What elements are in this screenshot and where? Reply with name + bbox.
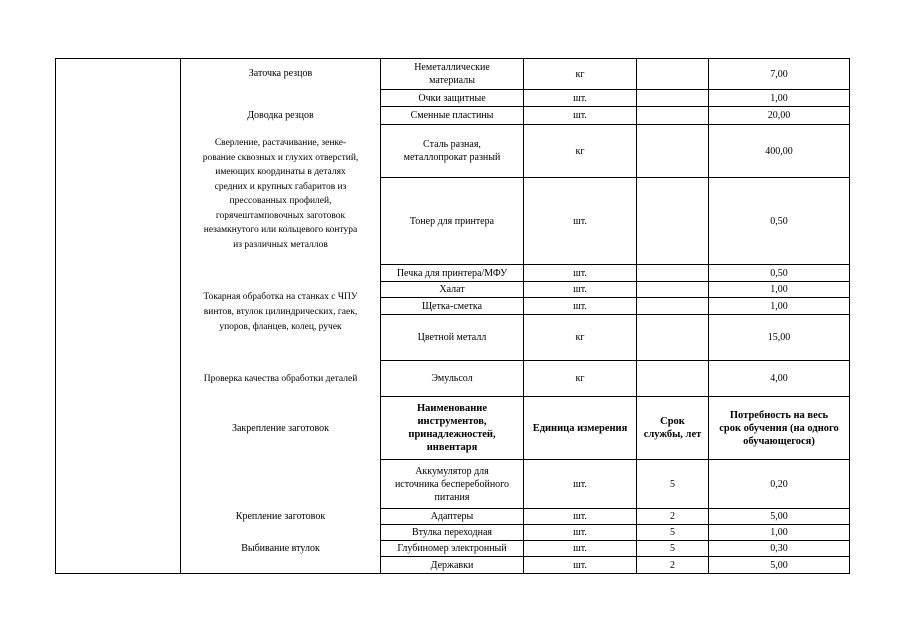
- item-life: 5: [670, 543, 675, 554]
- header-unit: Единица измерения: [532, 422, 628, 434]
- item-unit: шт.: [573, 284, 587, 295]
- item-need: 0,30: [770, 543, 788, 554]
- table-border-bottom: [55, 573, 850, 574]
- item-unit: кг: [575, 68, 585, 80]
- item-name: Адаптеры: [430, 511, 474, 522]
- item-life: [637, 361, 708, 396]
- item-name: Сталь разная, металлопрокат разный: [403, 139, 501, 163]
- table-border-left: [55, 58, 56, 574]
- item-life: [637, 107, 708, 124]
- item-need: 4,00: [770, 373, 788, 384]
- item-life: 2: [670, 559, 675, 571]
- operation-label: Токарная обработка на станках с ЧПУ винтов, втулок цилиндрических, гаек, упоров, фланцев, колец, ручек: [203, 291, 358, 332]
- item-unit: шт.: [573, 267, 587, 279]
- item-life: [637, 125, 708, 177]
- item-need: 1,00: [770, 92, 788, 104]
- item-life: 2: [670, 511, 675, 522]
- item-life: [637, 315, 708, 360]
- item-need: 0,50: [770, 267, 788, 279]
- item-name: Щетка-сметка: [421, 300, 483, 312]
- item-name: Сменные пластины: [410, 110, 494, 121]
- item-life: 5: [670, 478, 675, 490]
- item-name: Печка для принтера/МФУ: [396, 267, 508, 279]
- item-need: 5,00: [770, 559, 788, 571]
- item-name: Втулка переходная: [411, 527, 492, 538]
- table-border-right: [849, 58, 850, 574]
- operation-label: Заточка резцов: [248, 67, 313, 79]
- item-name: Халат: [439, 284, 465, 295]
- item-need: 1,00: [770, 527, 788, 538]
- item-life: [637, 90, 708, 106]
- item-need: 20,00: [767, 110, 791, 121]
- item-name: Аккумулятор для источника бесперебойного питания: [394, 465, 510, 503]
- item-name: Тонер для принтера: [409, 215, 495, 227]
- header-name: Наименование инструментов, принадлежностей, инвентаря: [408, 403, 496, 453]
- item-life: [637, 59, 708, 89]
- item-name: Очки защитные: [418, 92, 486, 104]
- item-name: Цветной металл: [417, 332, 487, 343]
- item-name: Эмульсол: [431, 373, 473, 384]
- item-name: Неметаллические материалы: [414, 62, 490, 86]
- item-need: 0,50: [770, 215, 788, 227]
- operation-label: Доводка резцов: [247, 110, 314, 121]
- item-life: [637, 282, 708, 297]
- item-need: 0,20: [770, 478, 788, 490]
- item-need: 400,00: [765, 145, 793, 157]
- header-life: Срок службы, лет: [643, 416, 702, 440]
- item-need: 7,00: [770, 68, 788, 80]
- item-need: 15,00: [767, 332, 791, 343]
- item-unit: шт.: [573, 543, 587, 554]
- item-unit: кг: [575, 373, 585, 384]
- header-need: Потребность на весь срок обучения (на одного обучающегося): [719, 409, 839, 447]
- operation-label: Выбивание втулок: [241, 543, 320, 554]
- item-unit: шт.: [573, 300, 587, 312]
- item-need: 5,00: [770, 511, 788, 522]
- item-life: 5: [670, 527, 675, 538]
- item-unit: кг: [575, 145, 585, 157]
- item-life: [637, 178, 708, 264]
- item-name: Глубиномер электронный: [397, 543, 507, 554]
- operation-label: Закрепление заготовок: [231, 422, 330, 434]
- item-unit: шт.: [573, 559, 587, 571]
- operation-label: Сверление, растачивание, зенке- рование сквозных и глухих отверстий, имеющих координаты в деталях средних и крупных габаритов из прессованных профилей, горячештамповочных заготовок незамкнутого или кольцевого контура из различных металлов: [202, 138, 359, 250]
- item-need: 1,00: [770, 300, 788, 312]
- operation-label: Крепление заготовок: [235, 511, 326, 522]
- item-unit: шт.: [573, 478, 587, 490]
- item-life: [637, 298, 708, 314]
- item-unit: шт.: [573, 110, 587, 121]
- item-unit: шт.: [573, 215, 587, 227]
- item-unit: шт.: [573, 92, 587, 104]
- item-name: Державки: [430, 559, 474, 571]
- item-unit: шт.: [573, 511, 587, 522]
- item-unit: кг: [575, 332, 585, 343]
- operation-label: Проверка качества обработки деталей: [203, 373, 358, 384]
- item-life: [637, 265, 708, 281]
- item-need: 1,00: [770, 284, 788, 295]
- item-unit: шт.: [573, 527, 587, 538]
